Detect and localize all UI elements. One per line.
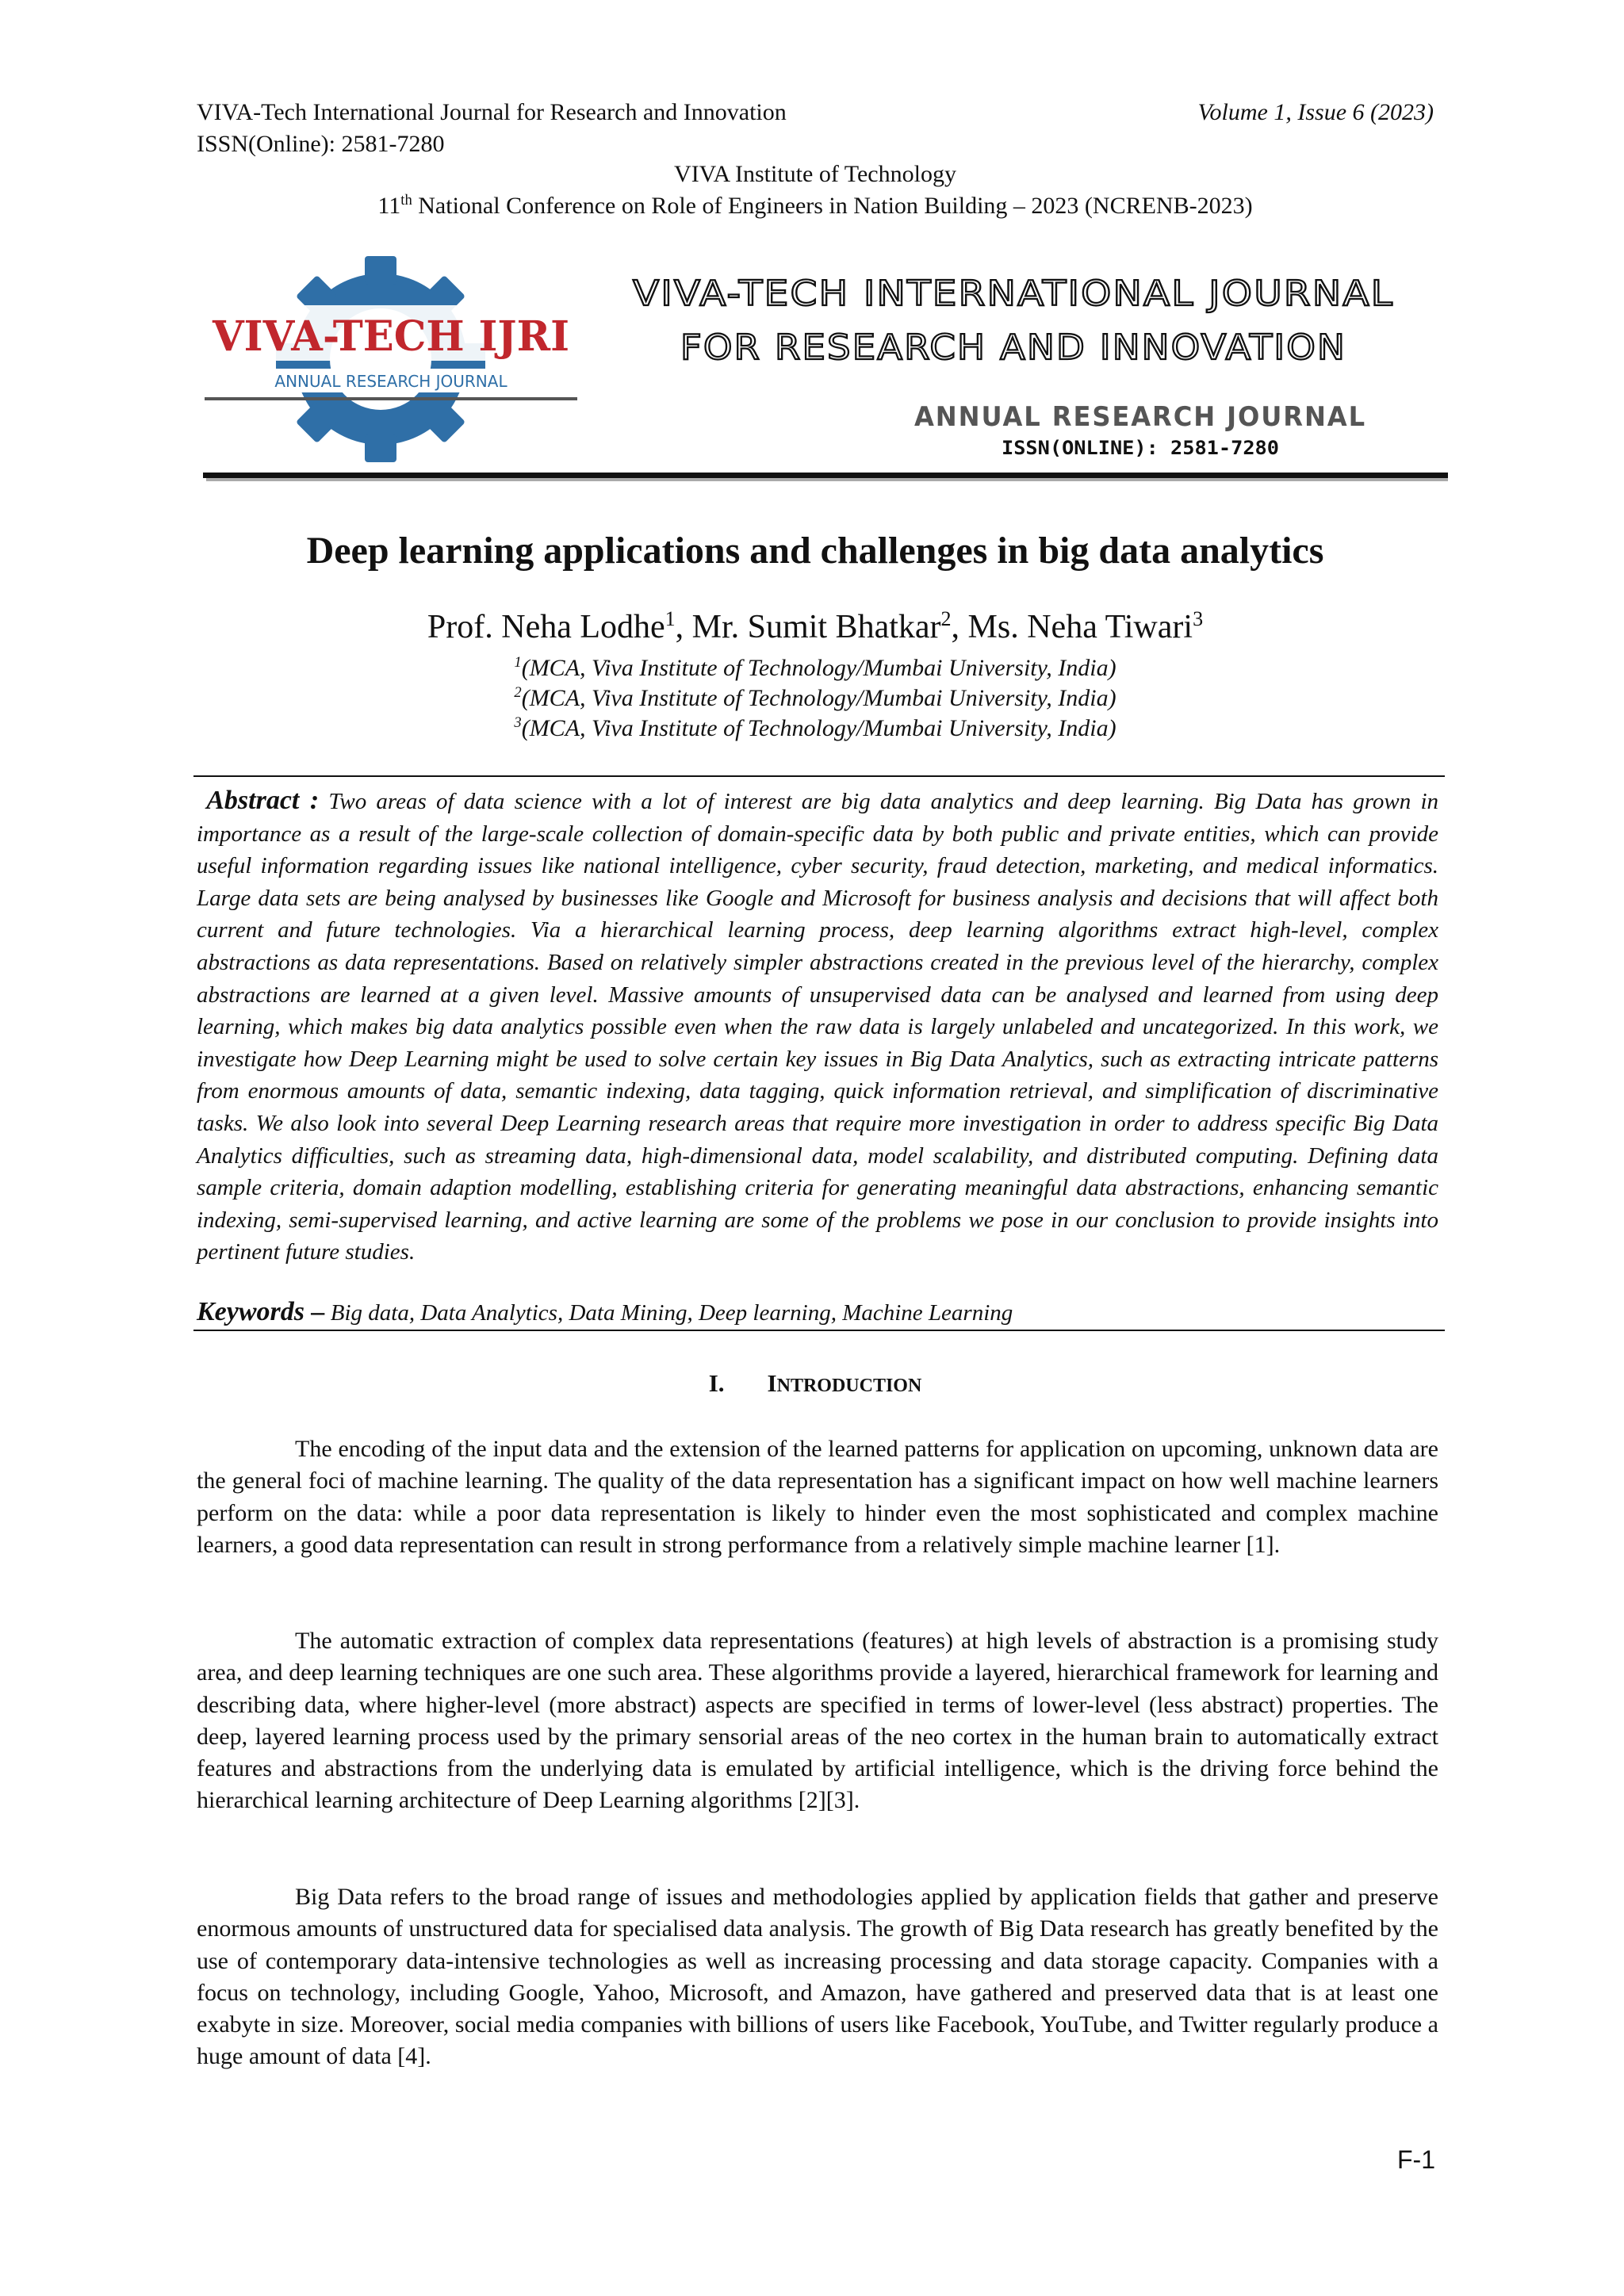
author-name: Prof. Neha Lodhe <box>427 609 665 645</box>
conference-name: 11th National Conference on Role of Engineers in Nation Building – 2023 (NCRENB-2023) <box>377 192 1253 219</box>
running-header-left <box>197 97 787 160</box>
banner-title-line1: VIVA-TECH INTERNATIONAL JOURNAL <box>633 274 1394 314</box>
author-name: Mr. Sumit Bhatkar <box>691 609 941 645</box>
body-paragraph: Big Data refers to the broad range of issues and methodologies applied by application fields that gather and preserve enormous amounts of unstructured data for specialised data analysis. The growth of Big Data research has greatly benefited by the use of contemporary data-intensive technologies as well as increasing processing and data storage capacity. Companies with a focus on technology, including Google, Yahoo, Microsoft, and Amazon, have gathered and preserved data that is at least one exabyte in size. Moreover, social media companies with billions of users like Facebook, YouTube, and Twitter regularly produce a huge amount of data [4]. <box>197 1884 1438 2070</box>
banner-issn: ISSN(ONLINE): 2581-7280 <box>1002 437 1279 459</box>
affiliation: $^3$(MCA, Viva Institute of Technology/Mumbai University, India) <box>514 714 1116 741</box>
abstract-top-rule <box>193 775 1445 777</box>
section-heading: I. INTRODUCTION <box>708 1369 922 1397</box>
institute-name: VIVA Institute of Technology <box>674 161 956 187</box>
banner-rule <box>203 473 1448 478</box>
banner-title-line2: FOR RESEARCH AND INNOVATION <box>680 327 1346 368</box>
logo-text: VIVA-TECH IJRI <box>212 312 569 361</box>
paper-title: Deep learning applications and challenges in big data analytics <box>306 530 1324 572</box>
abstract-label: Abstract : <box>206 786 320 815</box>
keywords <box>197 1296 1438 1329</box>
abstract <box>197 785 1438 1269</box>
page-number: F-1 <box>1397 2145 1435 2174</box>
keywords-bottom-rule <box>193 1330 1445 1331</box>
logo-subtitle: ANNUAL RESEARCH JOURNAL <box>274 372 508 391</box>
keywords-label: Keywords – <box>197 1297 325 1326</box>
journal-name: VIVA-Tech International Journal for Research and Innovation <box>197 99 787 125</box>
body-paragraph: The encoding of the input data and the extension of the learned patterns for application on upcoming, unknown data are the general foci of machine learning. The quality of the data representation has a significant impact on how well machine learners perform on the data: while a poor data representation is likely to hinder even the most sophisticated and complex machine learners, a good data representation can result in strong performance from a relatively simple machine learner [1]. <box>197 1436 1438 1558</box>
conference-header <box>197 159 1434 222</box>
abstract-text: Two areas of data science with a lot of interest are big data analytics and deep learning. Big Data has grown in importance as a result of the large-scale collection of domain-specific data by both public and private entities, which can provide useful information regarding issues like national intelligence, cyber security, fraud detection, marketing, and medical informatics. Large data sets are being analysed by businesses like Google and Microsoft for business analysis and decisions that will affect both current and future technologies. Via a hierarchical learning process, deep learning algorithms extract high-level, complex abstractions as data representations. Based on relatively simpler abstractions created in the previous level of the hierarchy, complex abstractions are learned at a given level. Massive amounts of unsupervised data can be analysed and learned from using deep learning, which makes big data analytics possible even when the raw data is largely unlabeled and uncategorized. In this work, we investigate how Deep Learning might be used to solve certain key issues in Big Data Analytics, such as extracting intricate patterns from enormous amounts of data, semantic indexing, data tagging, quick information retrieval, and simplification of discriminative tasks. We also look into several Deep Learning research areas that require more investigation in order to address specific Big Data Analytics difficulties, such as streaming data, high-dimensional data, model scalability, and distributed computing. Defining data sample criteria, domain adaption modelling, establishing criteria for generating meaningful data abstractions, enhancing semantic indexing, semi-supervised learning, and active learning are some of the problems we pose in our conclusion to provide insights into pertinent future studies. <box>197 789 1439 1265</box>
author-list: Prof. Neha Lodhe$^1$, Mr. Sumit Bhatkar$^2$, Ms. Neha Tiwari$^3$ <box>427 607 1204 645</box>
journal-banner <box>197 250 1450 488</box>
banner-subtitle: ANNUAL RESEARCH JOURNAL <box>914 401 1366 433</box>
affiliation: $^2$(MCA, Viva Institute of Technology/Mumbai University, India) <box>514 684 1116 711</box>
affiliation: $^1$(MCA, Viva Institute of Technology/Mumbai University, India) <box>514 654 1116 681</box>
author-name: Ms. Neha Tiwari <box>967 609 1193 645</box>
banner-rule-shadow <box>206 478 1448 481</box>
volume-issue: Volume 1, Issue 6 (2023) <box>1197 99 1434 125</box>
journal-issn: ISSN(Online): 2581-7280 <box>197 131 445 157</box>
keywords-text: Big data, Data Analytics, Data Mining, Deep learning, Machine Learning <box>330 1300 1013 1326</box>
body-paragraph: The automatic extraction of complex data representations (features) at high levels of abstraction is a promising study area, and deep learning techniques are one such area. These algorithms provide a layered, hierarchical framework for learning and describing data, where higher-level (more abstract) aspects are specified in terms of lower-level (less abstract) properties. The deep, layered learning process used by the primary sensorial areas of the neo cortex in the human brain to automatically extract features and abstractions from the underlying data is emulated by artificial intelligence, which is the driving force behind the hierarchical learning architecture of Deep Learning algorithms [2][3]. <box>197 1628 1438 1814</box>
